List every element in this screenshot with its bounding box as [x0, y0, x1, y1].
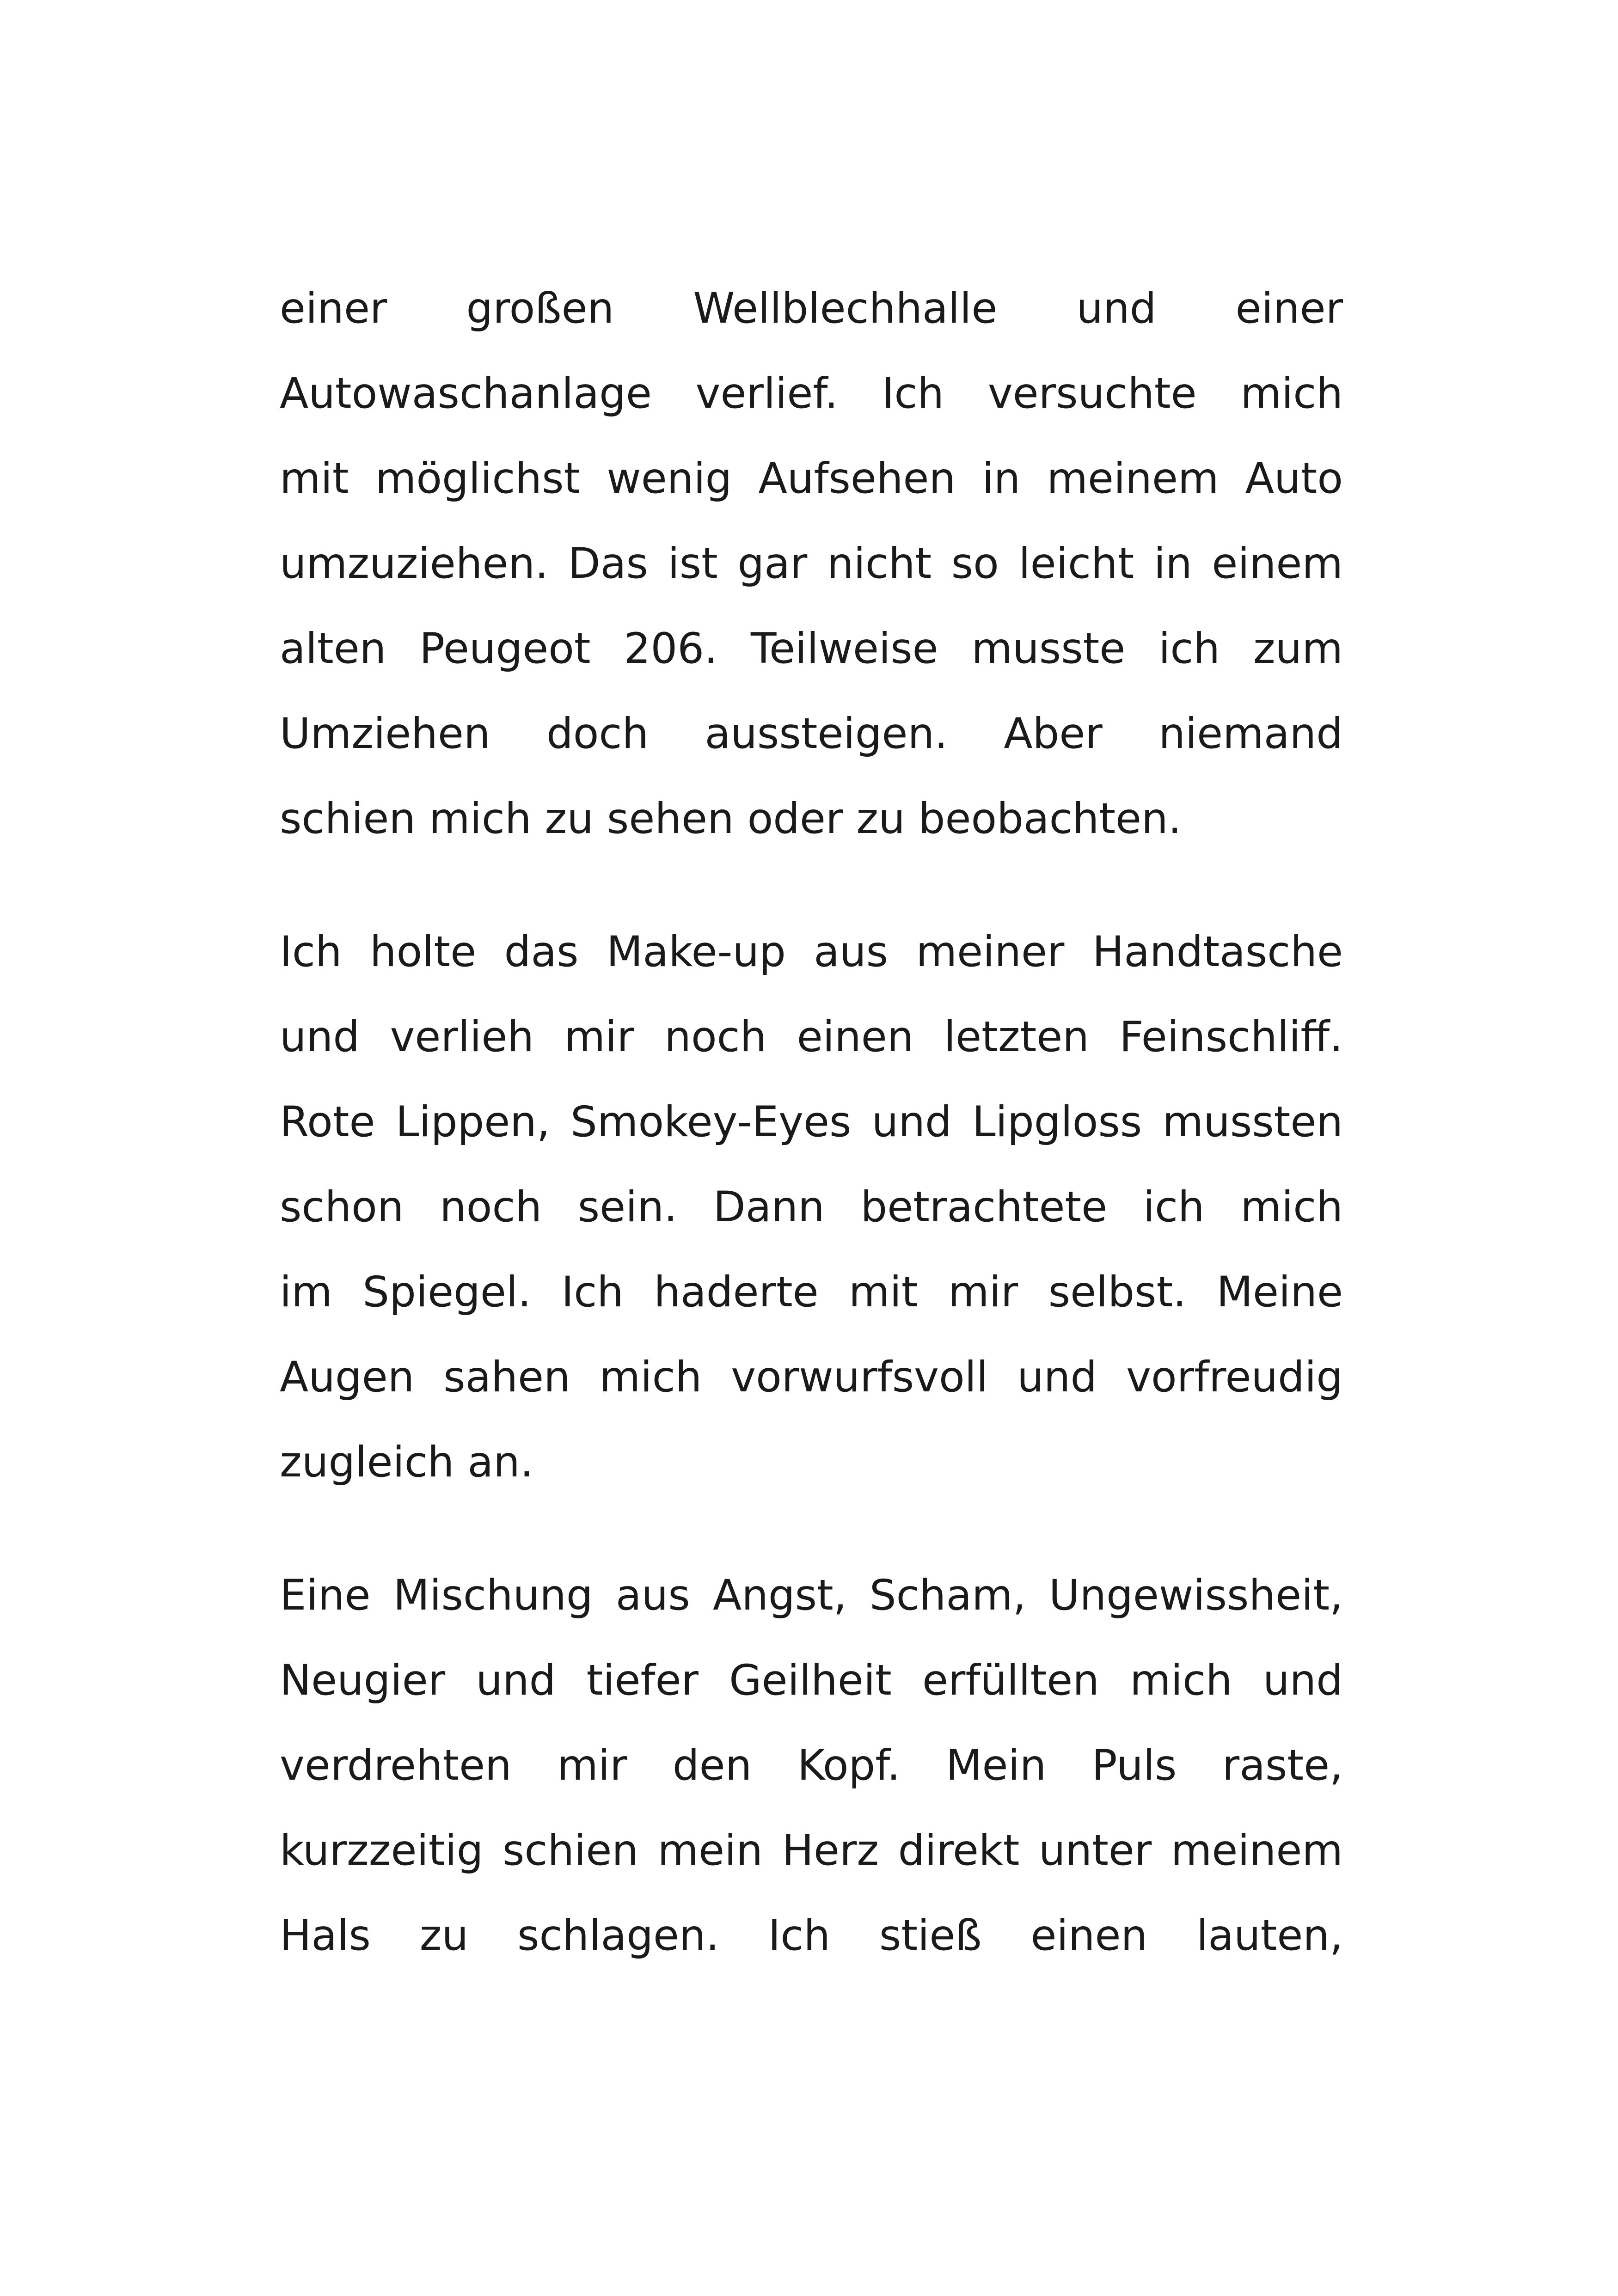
text-line: mit möglichst wenig Aufsehen in meinem Auto — [280, 454, 1343, 503]
paragraph-2 — [280, 910, 1343, 1505]
text-line: Rote Lippen, Smokey-Eyes und Lipgloss mussten — [280, 1098, 1343, 1146]
text-line: schien mich zu sehen oder zu beobachten. — [280, 795, 1182, 843]
text-line: alten Peugeot 206. Teilweise musste ich zum — [280, 625, 1343, 673]
text-line: einer großen Wellblechhalle und einer — [280, 284, 1343, 333]
text-line: verdrehten mir den Kopf. Mein Puls raste, — [280, 1741, 1343, 1790]
text-line: kurzzeitig schien mein Herz direkt unter meinem — [280, 1826, 1343, 1875]
paragraph-3 — [280, 1553, 1343, 1978]
text-line: Neugier und tiefer Geilheit erfüllten mich und — [280, 1656, 1343, 1705]
paragraph-1 — [280, 266, 1343, 862]
body-text — [280, 266, 1343, 2027]
text-line: Autowaschanlage verlief. Ich versuchte mich — [280, 369, 1343, 418]
text-line: Umziehen doch aussteigen. Aber niemand — [280, 710, 1343, 758]
text-line: schon noch sein. Dann betrachtete ich mich — [280, 1183, 1343, 1231]
text-line: Hals zu schlagen. Ich stieß einen lauten, — [280, 1911, 1343, 1960]
text-line: Augen sahen mich vorwurfsvoll und vorfreudig — [280, 1353, 1343, 1402]
text-line: im Spiegel. Ich haderte mit mir selbst. Meine — [280, 1268, 1343, 1316]
text-line: zugleich an. — [280, 1438, 533, 1487]
text-line: Ich holte das Make-up aus meiner Handtasche — [280, 928, 1343, 976]
text-line: umzuziehen. Das ist gar nicht so leicht in einem — [280, 539, 1343, 588]
text-line: Eine Mischung aus Angst, Scham, Ungewissheit, — [280, 1571, 1343, 1620]
text-line: und verlieh mir noch einen letzten Feinschliff. — [280, 1013, 1343, 1061]
